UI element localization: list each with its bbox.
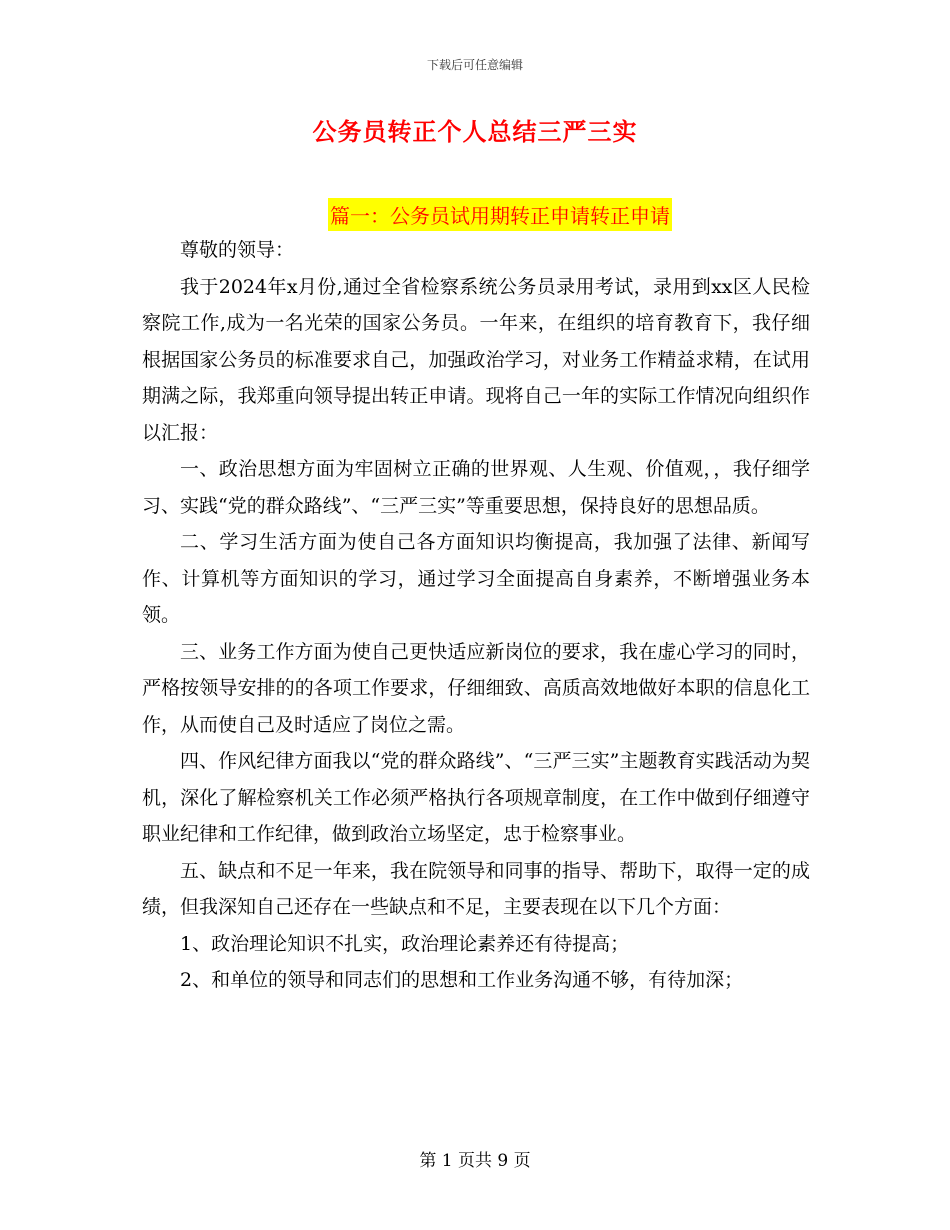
document-body (142, 232, 810, 999)
paragraph: 五、缺点和不足一年来，我在院领导和同事的指导、帮助下，取得一定的成绩，但我深知自己还存在一些缺点和不足，主要表现在以下几个方面： (142, 859, 810, 918)
paragraph: 二、学习生活方面为使自己各方面知识均衡提高，我加强了法律、新闻写作、计算机等方面知识的学习，通过学习全面提高自身素养，不断增强业务本领。 (142, 531, 810, 626)
list-item: 1、政治理论知识不扎实，政治理论素养还有待提高； (180, 932, 630, 955)
paragraph: 三、业务工作方面为使自己更快适应新岗位的要求，我在虚心学习的同时，严格按领导安排的的各项工作要求，仔细细致、高质高效地做好本职的信息化工作，从而使自己及时适应了岗位之需。 (142, 640, 810, 736)
section-title: 篇一：公务员试用期转正申请转正申请 (328, 198, 672, 231)
paragraph: 四、作风纪律方面我以“党的群众路线”、“三严三实”主题教育实践活动为契机，深化了解检察机关工作必须严格执行各项规章制度，在工作中做到仔细遵守职业纪律和工作纪律，做到政治立场坚定，忠于检察事业。 (142, 750, 810, 845)
document-title: 公务员转正个人总结三严三实 (312, 117, 638, 146)
header-note: 下载后可任意编辑 (426, 58, 523, 72)
section-title-container (0, 198, 950, 231)
page-number: 第 1 页共 9 页 (419, 1151, 531, 1171)
paragraph: 我于2024年x月份,通过全省检察系统公务员录用考试，录用到xx区人民检察院工作,成为一名光荣的国家公务员。一年来，在组织的培育教育下，我仔细根据国家公务员的标准要求自己，加强政治学习，对业务工作精益求精，在试用期满之际，我郑重向领导提出转正申请。现将自己一年的实际工作情况向组织作以汇报： (142, 275, 810, 444)
salutation: 尊敬的领导： (180, 239, 295, 261)
paragraph: 一、政治思想方面为牢固树立正确的世界观、人生观、价值观，，我仔细学习、实践“党的群众路线”、“三严三实”等重要思想，保持良好的思想品质。 (142, 458, 810, 517)
list-item: 2、和单位的领导和同志们的思想和工作业务沟通不够，有待加深； (180, 969, 744, 991)
